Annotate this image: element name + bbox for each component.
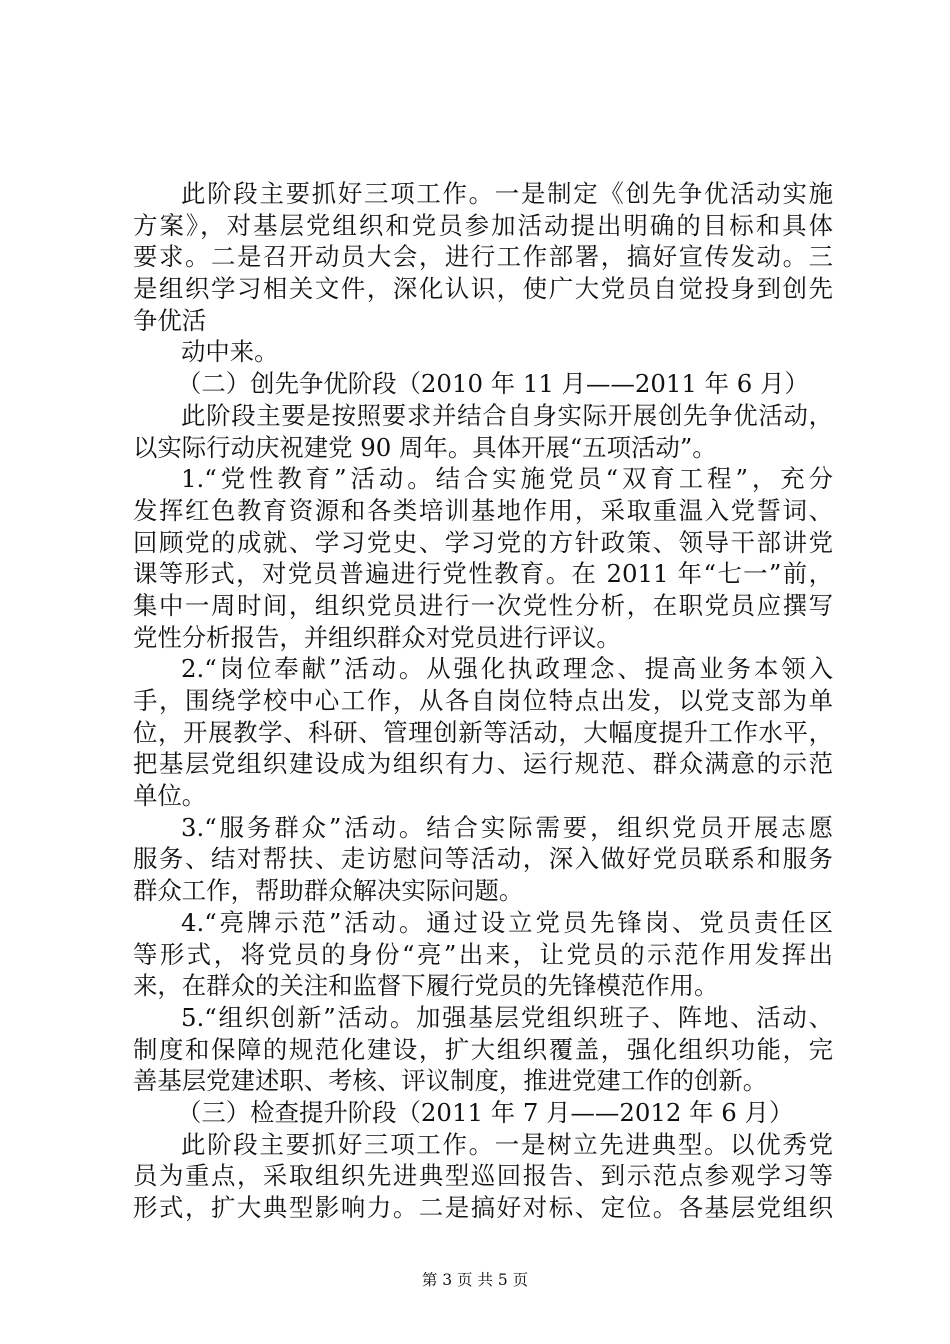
page-footer — [0, 1270, 950, 1290]
text-line: 等形式，将党员的身份“亮”出来，让党员的示范作用发挥出 — [133, 939, 833, 969]
text-line: 员为重点，采取组织先进典型巡回报告、到示范点参观学习等 — [133, 1161, 833, 1191]
text-line: 把基层党组织建设成为组织有力、运行规范、群众满意的示范 — [133, 749, 833, 779]
page-number: 第 3 页 共 5 页 — [421, 1271, 529, 1289]
text-line: 制度和保障的规范化建设，扩大组织覆盖，强化组织功能，完 — [133, 1034, 833, 1064]
text-line: 形式，扩大典型影响力。二是搞好对标、定位。各基层党组织 — [133, 1193, 833, 1222]
text-line: 以实际行动庆祝建党 90 周年。具体开展“五项活动”。 — [133, 432, 717, 462]
text-line: 动中来。 — [181, 337, 279, 367]
section-heading: （二）创先争优阶段（2010 年 11 月——2011 年 6 月） — [177, 369, 809, 399]
text-line: 服务、结对帮扶、走访慰问等活动，深入做好党员联系和服务 — [133, 844, 833, 874]
text-line: 此阶段主要抓好三项工作。一是制定《创先争优活动实施 — [181, 179, 833, 208]
text-line: 群众工作，帮助群众解决实际问题。 — [133, 876, 524, 906]
text-line: 集中一周时间，组织党员进行一次党性分析，在职党员应撰写 — [133, 590, 833, 620]
text-line: 5.“组织创新”活动。加强基层党组织班子、阵地、活动、 — [181, 1002, 833, 1032]
text-line: 1.“党性教育”活动。结合实施党员“双育工程”，充分 — [181, 464, 833, 494]
text-line: 单位。 — [133, 781, 207, 811]
text-line: 要求。二是召开动员大会，进行工作部署，搞好宣传发动。三 — [133, 242, 833, 272]
text-line: 党性分析报告，并组织群众对党员进行评议。 — [133, 622, 621, 652]
text-line: 4.“亮牌示范”活动。通过设立党员先锋岗、党员责任区 — [181, 907, 833, 937]
text-line: 2.“岗位奉献”活动。从强化执政理念、提高业务本领入 — [181, 654, 833, 684]
text-line: 此阶段主要抓好三项工作。一是树立先进典型。以优秀党 — [181, 1129, 833, 1159]
text-line: 方案》，对基层党组织和党员参加活动提出明确的目标和具体 — [133, 210, 833, 240]
text-line: 来，在群众的关注和监督下履行党员的先锋模范作用。 — [133, 971, 719, 1001]
text-line: 回顾党的成就、学习党史、学习党的方针政策、领导干部讲党 — [133, 527, 833, 557]
text-line: 3.“服务群众”活动。结合实际需要，组织党员开展志愿 — [181, 812, 833, 842]
text-line: 发挥红色教育资源和各类培训基地作用，采取重温入党誓词、 — [133, 495, 833, 525]
text-line: 位，开展教学、科研、管理创新等活动，大幅度提升工作水平， — [133, 717, 833, 747]
text-line: 手，围绕学校中心工作，从各自岗位特点出发，以党支部为单 — [133, 686, 833, 715]
text-line: 此阶段主要是按照要求并结合自身实际开展创先争优活动， — [181, 400, 833, 430]
text-line: 课等形式，对党员普遍进行党性教育。在 2011 年“七一”前， — [133, 559, 833, 589]
document-body — [133, 178, 833, 1224]
text-line: 争优活 — [133, 305, 207, 335]
text-line: 是组织学习相关文件，深化认识，使广大党员自觉投身到创先 — [133, 274, 833, 304]
text-line: 善基层党建述职、考核、评议制度，推进党建工作的创新。 — [133, 1066, 768, 1096]
section-heading: （三）检查提升阶段（2011 年 7 月——2012 年 6 月） — [177, 1097, 794, 1127]
